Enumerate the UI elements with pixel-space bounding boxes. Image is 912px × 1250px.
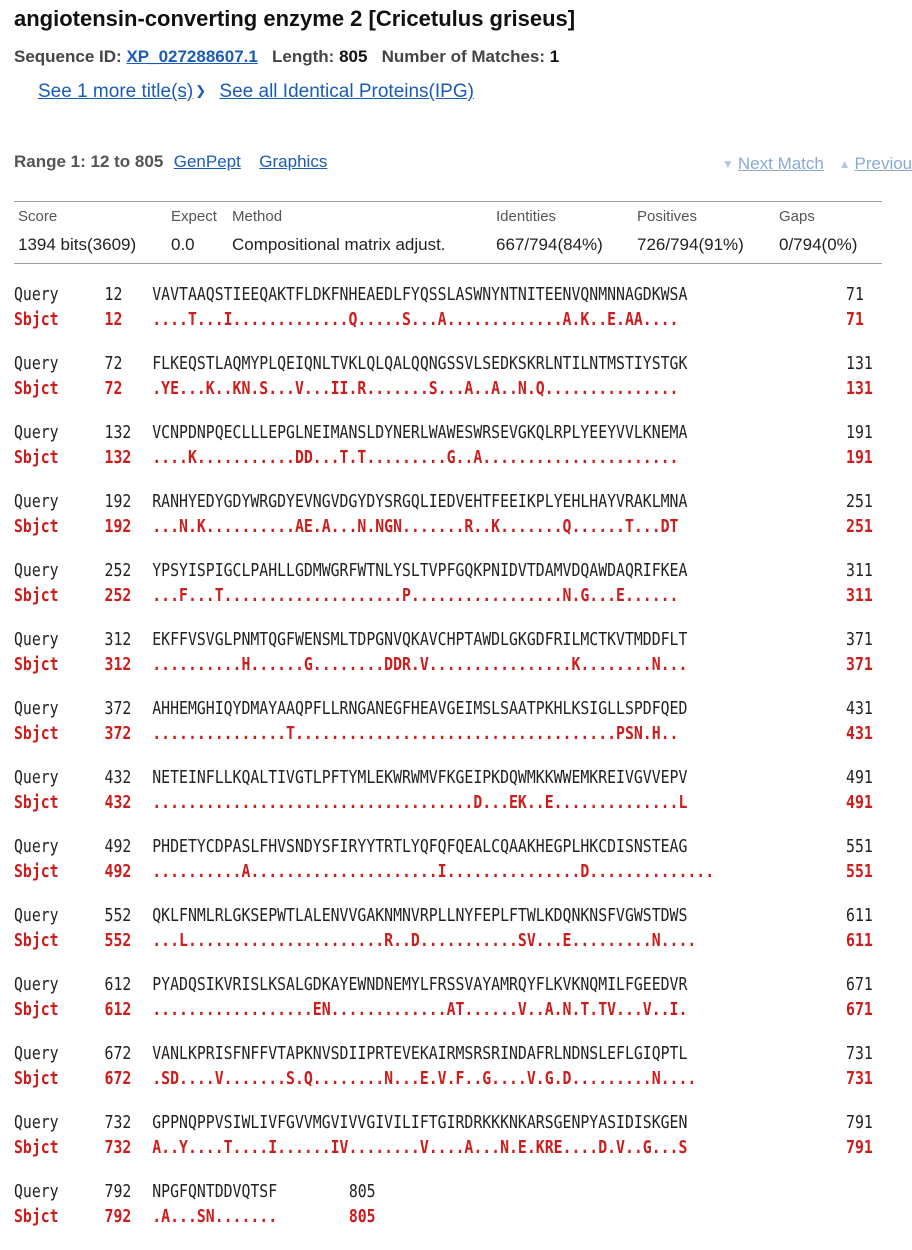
query-row-label: Query bbox=[14, 422, 59, 443]
sbjct-row-start: 732 bbox=[104, 1137, 132, 1158]
query-row bbox=[14, 282, 864, 307]
sbjct-row-label: Sbjct bbox=[14, 516, 59, 537]
sbjct-row-sequence: ..................EN.............AT......V..A.N.T.TV...V..I. bbox=[152, 999, 688, 1020]
hit-title: angiotensin-converting enzyme 2 [Cricetulus griseus] bbox=[14, 6, 576, 31]
sbjct-row-start: 192 bbox=[104, 516, 132, 537]
sbjct-row-start: 672 bbox=[104, 1068, 132, 1089]
positives-value: 726/794(91%) bbox=[637, 235, 744, 254]
query-row-sequence: VCNPDNPQECLLLEPGLNEIMANSLDYNERLWAWESWRSEVGKQLRPLYEEYVVLKNEMA bbox=[152, 422, 688, 443]
sbjct-row-label: Sbjct bbox=[14, 309, 59, 330]
sbjct-row-start: 552 bbox=[104, 930, 132, 951]
genpept-link[interactable]: GenPept bbox=[173, 152, 241, 171]
sbjct-row-start: 132 bbox=[104, 447, 132, 468]
query-row-start: 672 bbox=[104, 1043, 132, 1064]
query-row-end: 71 bbox=[846, 284, 864, 305]
sbjct-row-label: Sbjct bbox=[14, 999, 59, 1020]
sbjct-row bbox=[14, 928, 873, 953]
positives-header: Positives bbox=[637, 208, 698, 225]
alignment-block bbox=[14, 1179, 738, 1248]
sbjct-row-end: 551 bbox=[846, 861, 873, 882]
query-row bbox=[14, 903, 873, 928]
query-row-end: 731 bbox=[846, 1043, 873, 1064]
sbjct-row-start: 372 bbox=[104, 723, 132, 744]
expect-value: 0.0 bbox=[171, 235, 195, 254]
query-row bbox=[14, 1179, 738, 1204]
query-row-start: 192 bbox=[104, 491, 132, 512]
query-row-start: 252 bbox=[104, 560, 132, 581]
alignment-block bbox=[14, 834, 873, 903]
query-row-sequence: AHHEMGHIQYDMAYAAQPFLLRNGANEGFHEAVGEIMSLSAATPKHLKSIGLLSPDFQED bbox=[152, 698, 688, 719]
query-row-start: 552 bbox=[104, 905, 132, 926]
query-row-end: 671 bbox=[846, 974, 873, 995]
alignment-block bbox=[14, 282, 864, 351]
alignment-block bbox=[14, 1041, 873, 1110]
sbjct-row bbox=[14, 1135, 873, 1160]
sbjct-row-start: 12 bbox=[104, 309, 123, 330]
query-row-start: 72 bbox=[104, 353, 123, 374]
query-row-sequence: QKLFNMLRLGKSEPWTLALENVVGAKNMNVRPLLNYFEPLFTWLKDQNKNSFVGWSTDWS bbox=[152, 905, 688, 926]
hit-header bbox=[14, 4, 894, 105]
sbjct-row bbox=[14, 859, 873, 884]
previous-match-link[interactable]: Previou bbox=[854, 154, 912, 173]
method-header: Method bbox=[232, 208, 283, 225]
alignment-block bbox=[14, 1110, 873, 1179]
query-row bbox=[14, 1041, 873, 1066]
query-row bbox=[14, 696, 873, 721]
query-row-sequence: NPGFQNTDDVQTSF bbox=[152, 1181, 278, 1202]
length-value: 805 bbox=[339, 47, 368, 66]
query-row bbox=[14, 420, 873, 445]
sbjct-row bbox=[14, 376, 873, 401]
sbjct-row bbox=[14, 583, 873, 608]
query-row-end: 191 bbox=[846, 422, 873, 443]
query-row-start: 732 bbox=[104, 1112, 132, 1133]
sbjct-row-sequence: ...F...T....................P.................N.G...E...... bbox=[152, 585, 679, 606]
gaps-header: Gaps bbox=[779, 208, 815, 225]
down-triangle-icon: ▼ bbox=[722, 157, 734, 171]
query-row bbox=[14, 558, 873, 583]
identities-header: Identities bbox=[496, 208, 557, 225]
sbjct-row-start: 72 bbox=[104, 378, 123, 399]
query-row bbox=[14, 489, 873, 514]
sbjct-row-sequence: .A...SN....... bbox=[152, 1206, 278, 1227]
sbjct-row-end: 731 bbox=[846, 1068, 873, 1089]
query-row-label: Query bbox=[14, 1112, 59, 1133]
sbjct-row-start: 312 bbox=[104, 654, 132, 675]
query-row-label: Query bbox=[14, 836, 59, 857]
alignment-view bbox=[14, 282, 873, 1248]
alignment-block bbox=[14, 420, 873, 489]
matches-label: Number of Matches: bbox=[381, 47, 546, 66]
sbjct-row bbox=[14, 514, 873, 539]
query-row-label: Query bbox=[14, 905, 59, 926]
sbjct-row bbox=[14, 307, 864, 332]
alignment-block bbox=[14, 351, 873, 420]
alignment-block bbox=[14, 627, 873, 696]
expect-header: Expect bbox=[171, 208, 217, 225]
query-row bbox=[14, 834, 873, 859]
range-label: Range 1: 12 to 805 bbox=[14, 152, 164, 171]
query-row-end: 311 bbox=[846, 560, 873, 581]
query-row bbox=[14, 1110, 873, 1135]
sbjct-row-sequence: ....K...........DD...T.T.........G..A...................... bbox=[152, 447, 679, 468]
sbjct-row-start: 252 bbox=[104, 585, 132, 606]
sbjct-row-label: Sbjct bbox=[14, 723, 59, 744]
sbjct-row bbox=[14, 997, 873, 1022]
query-row-start: 12 bbox=[104, 284, 123, 305]
sbjct-row bbox=[14, 652, 873, 677]
sbjct-row-start: 492 bbox=[104, 861, 132, 882]
query-row bbox=[14, 972, 873, 997]
sequence-id-link[interactable]: XP_027288607.1 bbox=[126, 47, 258, 66]
score-value: 1394 bits(3609) bbox=[18, 235, 137, 254]
sbjct-row-start: 432 bbox=[104, 792, 132, 813]
query-row-end: 791 bbox=[846, 1112, 873, 1133]
sbjct-row-label: Sbjct bbox=[14, 1206, 59, 1227]
query-row-end: 611 bbox=[846, 905, 873, 926]
sbjct-row-end: 491 bbox=[846, 792, 873, 813]
query-row-label: Query bbox=[14, 629, 59, 650]
sbjct-row-sequence: ...............T....................................PSN.H.. bbox=[152, 723, 679, 744]
sbjct-row-label: Sbjct bbox=[14, 792, 59, 813]
query-row-label: Query bbox=[14, 974, 59, 995]
query-row-label: Query bbox=[14, 491, 59, 512]
title-links bbox=[38, 80, 894, 105]
query-row-sequence: PYADQSIKVRISLKSALGDKAYEWNDNEMYLFRSSVAYAMRQYFLKVKNQMILFGEEDVR bbox=[152, 974, 688, 995]
up-triangle-icon: ▲ bbox=[838, 157, 851, 171]
query-row-sequence: GPPNQPPVSIWLIVFGVVMGVIVVGIVILIFTGIRDRKKKNKARSGENPYASIDISKGEN bbox=[152, 1112, 688, 1133]
query-row-start: 132 bbox=[104, 422, 132, 443]
sbjct-row-label: Sbjct bbox=[14, 585, 59, 606]
query-row-end: 805 bbox=[348, 1181, 376, 1202]
query-row-label: Query bbox=[14, 353, 59, 374]
query-row-start: 432 bbox=[104, 767, 132, 788]
sbjct-row-start: 792 bbox=[104, 1206, 132, 1227]
sbjct-row-label: Sbjct bbox=[14, 861, 59, 882]
chevron-down-icon[interactable]: ❯ bbox=[195, 83, 207, 98]
hit-meta bbox=[14, 46, 894, 68]
alignment-block bbox=[14, 765, 873, 834]
alignment-block bbox=[14, 489, 873, 558]
query-row-sequence: RANHYEDYGDYWRGDYEVNGVDGYDYSRGQLIEDVEHTFEEIKPLYEHLHAYVRAKLMNA bbox=[152, 491, 688, 512]
identical-proteins-link[interactable]: See all Identical Proteins(IPG) bbox=[219, 81, 474, 102]
query-row-sequence: NETEINFLLKQALTIVGTLPFTYMLEKWRWMVFKGEIPKDQWMKKWWEMKREIVGVVEPV bbox=[152, 767, 688, 788]
sbjct-row bbox=[14, 790, 873, 815]
length-label: Length: bbox=[272, 47, 335, 66]
matches-value: 1 bbox=[549, 47, 560, 66]
query-row bbox=[14, 351, 873, 376]
sbjct-row bbox=[14, 1066, 873, 1091]
method-value: Compositional matrix adjust. bbox=[232, 235, 446, 254]
sbjct-row bbox=[14, 721, 873, 746]
query-row-start: 372 bbox=[104, 698, 132, 719]
sbjct-row-sequence: .YE...K..KN.S...V...II.R.......S...A..A..N.Q............... bbox=[152, 378, 679, 399]
query-row-sequence: FLKEQSTLAQMYPLQEIQNLTVKLQLQALQQNGSSVLSEDKSKRLNTILNTMSTIYSTGK bbox=[152, 353, 688, 374]
range-row bbox=[14, 152, 912, 182]
identities-value: 667/794(84%) bbox=[496, 235, 603, 254]
sequence-id-label: Sequence ID: bbox=[14, 47, 122, 66]
query-row-sequence: YPSYISPIGCLPAHLLGDMWGRFWTNLYSLTVPFGQKPNIDVTDAMVDQAWDAQRIFKEA bbox=[152, 560, 688, 581]
query-row-end: 551 bbox=[846, 836, 873, 857]
query-row-end: 431 bbox=[846, 698, 873, 719]
sbjct-row-end: 191 bbox=[846, 447, 873, 468]
alignment-block bbox=[14, 903, 873, 972]
sbjct-row-label: Sbjct bbox=[14, 1137, 59, 1158]
sbjct-row-sequence: ..........H......G........DDR.V................K........N... bbox=[152, 654, 688, 675]
query-row-start: 612 bbox=[104, 974, 132, 995]
sbjct-row-sequence: ....................................D...EK..E..............L bbox=[152, 792, 688, 813]
next-match-link[interactable]: Next Match bbox=[737, 154, 824, 173]
sbjct-row-end: 131 bbox=[846, 378, 873, 399]
match-navigation bbox=[722, 154, 912, 174]
sbjct-row-label: Sbjct bbox=[14, 930, 59, 951]
sbjct-row-end: 611 bbox=[846, 930, 873, 951]
query-row-label: Query bbox=[14, 284, 59, 305]
score-header: Score bbox=[18, 208, 58, 225]
gaps-value: 0/794(0%) bbox=[779, 235, 858, 254]
query-row-start: 492 bbox=[104, 836, 132, 857]
sbjct-row-end: 431 bbox=[846, 723, 873, 744]
sbjct-row-end: 805 bbox=[348, 1206, 376, 1227]
query-row-end: 371 bbox=[846, 629, 873, 650]
sbjct-row-end: 791 bbox=[846, 1137, 873, 1158]
query-row bbox=[14, 765, 873, 790]
sbjct-row-end: 311 bbox=[846, 585, 873, 606]
alignment-block bbox=[14, 972, 873, 1041]
sbjct-row-end: 71 bbox=[846, 309, 864, 330]
sbjct-row-sequence: ..........A.....................I...............D.............. bbox=[152, 861, 715, 882]
query-row-label: Query bbox=[14, 1043, 59, 1064]
sbjct-row-label: Sbjct bbox=[14, 447, 59, 468]
sbjct-row bbox=[14, 445, 873, 470]
alignment-block bbox=[14, 696, 873, 765]
query-row-end: 131 bbox=[846, 353, 873, 374]
sbjct-row-sequence: ...N.K..........AE.A...N.NGN.......R..K.......Q......T...DT bbox=[152, 516, 679, 537]
query-row-label: Query bbox=[14, 1181, 59, 1202]
sbjct-row-end: 671 bbox=[846, 999, 873, 1020]
query-row-end: 251 bbox=[846, 491, 873, 512]
sbjct-row-sequence: A..Y....T....I......IV........V....A...N.E.KRE....D.V..G...S bbox=[152, 1137, 688, 1158]
query-row bbox=[14, 627, 873, 652]
query-row-start: 312 bbox=[104, 629, 132, 650]
more-titles-link[interactable]: See 1 more title(s) bbox=[38, 81, 194, 102]
query-row-sequence: VANLKPRISFNFFVTAPKNVSDIIPRTEVEKAIRMSRSRINDAFRLNDNSLEFLGIQPTL bbox=[152, 1043, 688, 1064]
query-row-end: 491 bbox=[846, 767, 873, 788]
sbjct-row-label: Sbjct bbox=[14, 378, 59, 399]
query-row-sequence: EKFFVSVGLPNMTQGFWENSMLTDPGNVQKAVCHPTAWDLGKGDFRILMCTKVTMDDFLT bbox=[152, 629, 688, 650]
query-row-label: Query bbox=[14, 767, 59, 788]
query-row-start: 792 bbox=[104, 1181, 132, 1202]
sbjct-row-start: 612 bbox=[104, 999, 132, 1020]
sbjct-row bbox=[14, 1204, 738, 1229]
sbjct-row-sequence: .SD....V.......S.Q........N...E.V.F..G....V.G.D.........N.... bbox=[152, 1068, 697, 1089]
sbjct-row-label: Sbjct bbox=[14, 654, 59, 675]
sbjct-row-end: 371 bbox=[846, 654, 873, 675]
score-table bbox=[14, 201, 882, 264]
query-row-sequence: PHDETYCDPASLFHVSNDYSFIRYYTRTLYQFQFQEALCQAAKHEGPLHKCDISNSTEAG bbox=[152, 836, 688, 857]
sbjct-row-sequence: ...L......................R..D...........SV...E.........N.... bbox=[152, 930, 697, 951]
query-row-sequence: VAVTAAQSTIEEQAKTFLDKFNHEAEDLFYQSSLASWNYNTNITEENVQNMNNAGDKWSA bbox=[152, 284, 688, 305]
sbjct-row-sequence: ....T...I.............Q.....S...A.............A.K..E.AA.... bbox=[152, 309, 679, 330]
graphics-link[interactable]: Graphics bbox=[259, 152, 328, 171]
query-row-label: Query bbox=[14, 698, 59, 719]
sbjct-row-label: Sbjct bbox=[14, 1068, 59, 1089]
query-row-label: Query bbox=[14, 560, 59, 581]
sbjct-row-end: 251 bbox=[846, 516, 873, 537]
alignment-block bbox=[14, 558, 873, 627]
